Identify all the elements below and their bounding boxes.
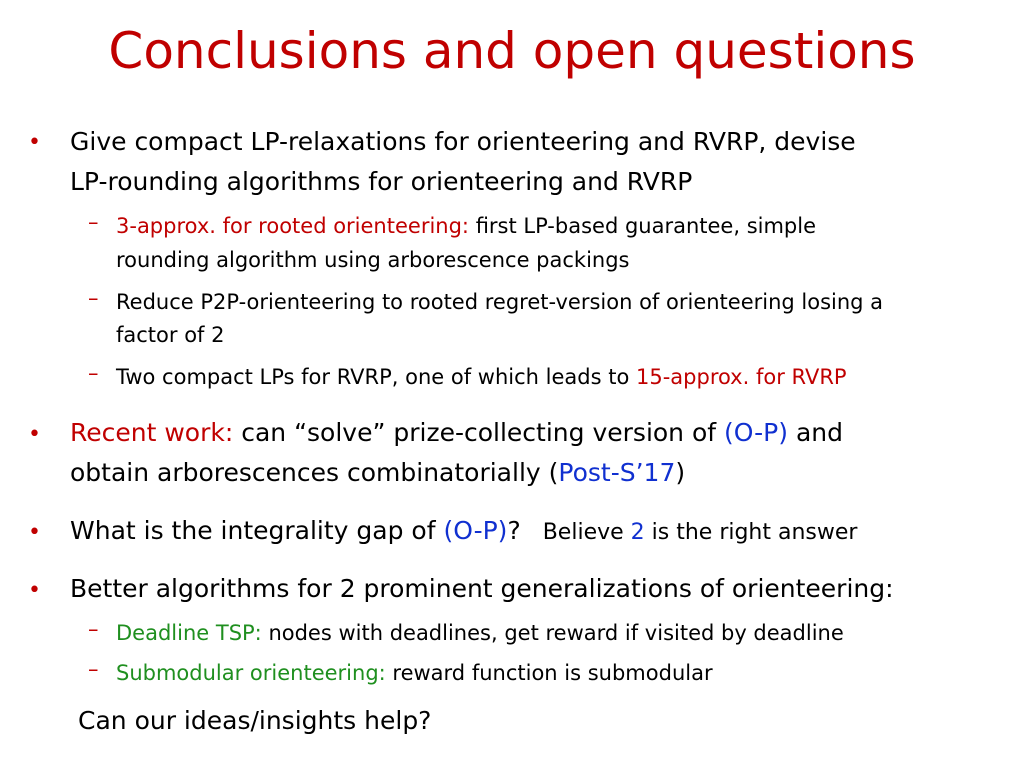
bullet-icon: • — [28, 422, 41, 447]
believe-value: 2 — [630, 520, 645, 545]
bullet1-line2: LP-rounding algorithms for orienteering and RVRP — [70, 167, 693, 196]
bullet3-text: What is the integrality gap of — [70, 516, 444, 545]
sub-item-p2p-line1: Reduce P2P-orienteering to rooted regret-version of orienteering losing a — [116, 290, 884, 314]
bullet2-line2-text: obtain arborescences combinatorially ( — [70, 458, 559, 487]
dash-icon: – — [88, 286, 99, 310]
dash-icon: – — [88, 361, 99, 385]
op-reference: (O-P) — [724, 418, 789, 447]
recent-work-label: Recent work: — [70, 418, 234, 447]
sub-item-rvrp — [116, 360, 996, 394]
sub-item-lead: Deadline TSP: — [116, 621, 262, 645]
bullet2-line2 — [70, 453, 1000, 493]
believe-text: Believe — [542, 520, 631, 545]
bullet4-line: Better algorithms for 2 prominent generalizations of orienteering: — [70, 574, 894, 603]
bullet-icon: • — [28, 130, 41, 155]
dash-icon: – — [88, 210, 99, 234]
sub-item-text: Two compact LPs for RVRP, one of which leads to — [116, 365, 636, 389]
bullet-icon: • — [28, 520, 41, 545]
bullet3-question-mark: ? — [507, 516, 521, 545]
sub-item-lead: 3-approx. for rooted orienteering: — [116, 214, 470, 238]
closing-question: Can our ideas/insights help? — [78, 706, 432, 735]
dash-icon: – — [88, 617, 99, 641]
op-reference: (O-P) — [443, 516, 508, 545]
citation: Post-S’17 — [558, 458, 676, 487]
sub-item-text: nodes with deadlines, get reward if visited by deadline — [261, 621, 844, 645]
sub-item-text: reward function is submodular — [385, 661, 713, 685]
sub-item-lead: Submodular orienteering: — [116, 661, 386, 685]
slide-title: Conclusions and open questions — [108, 22, 916, 80]
sub-item-rooted-orienteering — [116, 209, 996, 243]
sub-item-p2p-line2: factor of 2 — [116, 323, 225, 347]
believe-rest: is the right answer — [644, 520, 858, 545]
sub-item-highlight: 15-approx. for RVRP — [635, 365, 847, 389]
bullet1-line1: Give compact LP-relaxations for orienteering and RVRP, devise — [70, 127, 856, 156]
bullet2-line2-end: ) — [675, 458, 686, 487]
sub-item-rooted-orienteering-line2: rounding algorithm using arborescence packings — [116, 248, 630, 272]
sub-item-text: first LP-based guarantee, simple — [469, 214, 817, 238]
bullet3-line — [70, 511, 1000, 553]
believe-note — [543, 520, 858, 545]
dash-icon: – — [88, 657, 99, 681]
bullet2-line1 — [70, 413, 1000, 453]
sub-item-deadline-tsp — [116, 616, 996, 650]
bullet2-text: can “solve” prize-collecting version of — [233, 418, 725, 447]
bullet2-end: and — [788, 418, 843, 447]
bullet-icon: • — [28, 578, 41, 603]
sub-item-submodular — [116, 656, 996, 690]
